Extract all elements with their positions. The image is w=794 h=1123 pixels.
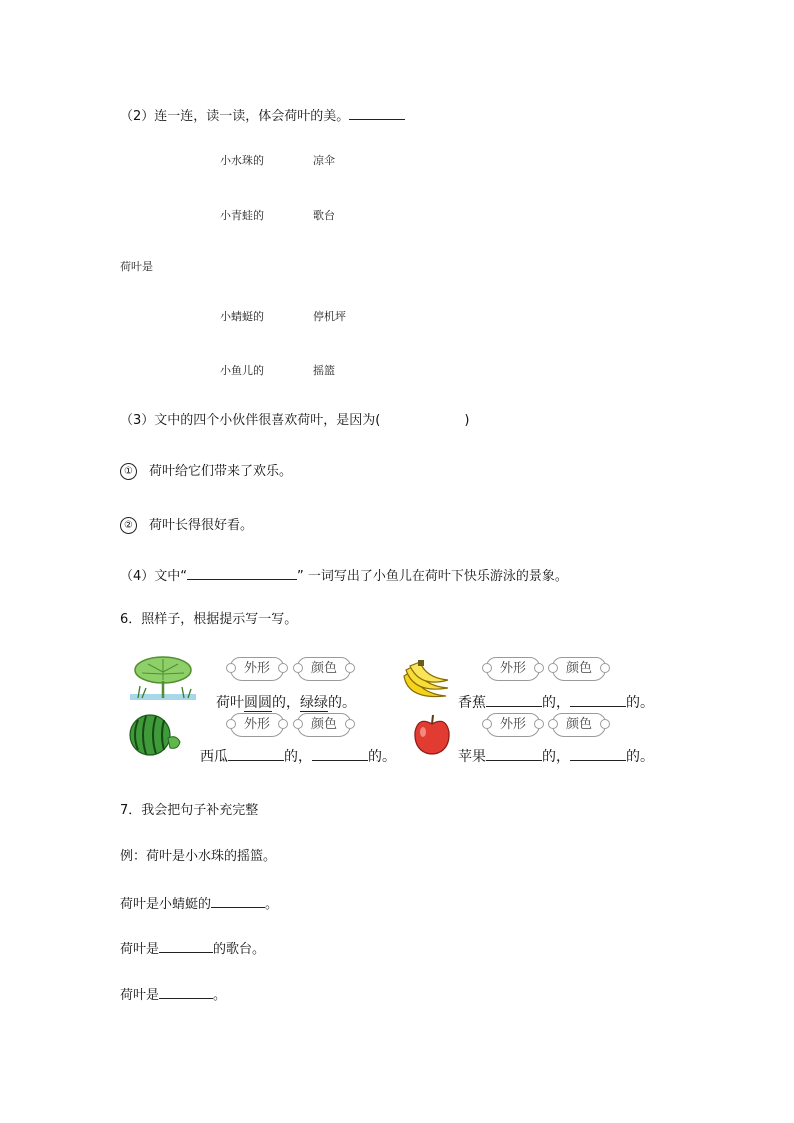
q7-line-3 [120, 986, 226, 1002]
tag-color: 颜色 [297, 713, 351, 737]
option-number: ② [120, 517, 137, 534]
q2-center-label: 荷叶是 [120, 260, 153, 273]
q2-left-item[interactable]: 小蜻蜓的 [220, 310, 264, 323]
shape-blank[interactable] [486, 694, 542, 707]
example-prefix: 荷叶 [216, 695, 244, 711]
color-blank[interactable] [312, 748, 368, 761]
q2-left-item[interactable]: 小水珠的 [220, 154, 264, 167]
de-2: 的。 [368, 749, 396, 765]
q6-apple-line [458, 746, 654, 766]
q6-title: 6．照样子，根据提示写一写。 [120, 612, 298, 627]
fruit-name: 香蕉 [458, 695, 486, 711]
q7-line1-prefix: 荷叶是小蜻蜓的 [120, 897, 212, 912]
de-2: 的。 [626, 695, 654, 711]
fruit-name: 苹果 [458, 749, 486, 765]
q7-line3-suffix: 。 [213, 988, 227, 1003]
color-blank[interactable] [570, 694, 626, 707]
q3-option-2[interactable] [120, 517, 253, 534]
de-1: 的， [284, 749, 312, 765]
q4-line [120, 567, 568, 583]
q4-answer-blank[interactable] [187, 567, 297, 580]
q2-left-item[interactable]: 小鱼儿的 [220, 364, 264, 377]
option-number: ① [120, 463, 137, 480]
q2-left-item[interactable]: 小青蛙的 [220, 209, 264, 222]
q7-line3-blank[interactable] [159, 986, 213, 999]
shape-blank[interactable] [486, 748, 542, 761]
q7-line1-suffix: 。 [265, 897, 279, 912]
apple-icon [412, 712, 452, 756]
example-shape: 圆圆 [244, 695, 272, 711]
q6-watermelon-line [200, 746, 396, 766]
q2-answer-blank[interactable] [349, 107, 405, 120]
tag-shape: 外形 [230, 713, 284, 737]
de-1: 的， [542, 695, 570, 711]
q7-line2-prefix: 荷叶是 [120, 942, 160, 957]
q2-title-text: （2）连一连，读一读，体会荷叶的美。 [120, 109, 350, 124]
lotus-leaf-icon [128, 654, 198, 704]
tag-color: 颜色 [552, 657, 606, 681]
q3-option-1[interactable] [120, 463, 292, 480]
q3-close-paren: ) [464, 413, 470, 428]
q6-example-line [216, 692, 356, 712]
banana-icon [400, 660, 452, 706]
de-1: 的， [542, 749, 570, 765]
tag-shape: 外形 [486, 657, 540, 681]
fruit-name: 西瓜 [200, 749, 228, 765]
q3-title [120, 414, 469, 427]
option-text: 荷叶给它们带来了欢乐。 [149, 464, 293, 479]
tag-color: 颜色 [297, 657, 351, 681]
example-mid: 的， [272, 695, 300, 711]
watermelon-icon [128, 712, 184, 758]
tag-color: 颜色 [552, 713, 606, 737]
example-end: 的。 [328, 695, 356, 711]
q2-right-item[interactable]: 摇篮 [313, 364, 335, 377]
q3-title-text: （3）文中的四个小伙伴很喜欢荷叶，是因为( [120, 413, 381, 428]
q7-line2-blank[interactable] [159, 940, 213, 953]
q2-right-item[interactable]: 停机坪 [313, 310, 346, 323]
de-2: 的。 [626, 749, 654, 765]
example-color: 绿绿 [300, 695, 328, 711]
q2-right-item[interactable]: 歌台 [313, 209, 335, 222]
q4-suffix: ” 一词写出了小鱼儿在荷叶下快乐游泳的景象。 [297, 569, 568, 584]
q4-prefix: （4）文中“ [120, 569, 188, 584]
color-blank[interactable] [570, 748, 626, 761]
shape-blank[interactable] [228, 748, 284, 761]
q7-line1-blank[interactable] [211, 895, 265, 908]
q7-title: 7．我会把句子补充完整 [120, 803, 259, 818]
q7-line-1 [120, 895, 278, 911]
q7-line-2 [120, 940, 265, 956]
q7-line2-suffix: 的歌台。 [213, 942, 266, 957]
q7-example: 例：荷叶是小水珠的摇篮。 [120, 849, 277, 864]
q2-right-item[interactable]: 凉伞 [313, 154, 335, 167]
q2-title [120, 107, 405, 123]
tag-shape: 外形 [230, 657, 284, 681]
q6-banana-line [458, 692, 654, 712]
q7-line3-prefix: 荷叶是 [120, 988, 160, 1003]
option-text: 荷叶长得很好看。 [149, 518, 254, 533]
tag-shape: 外形 [486, 713, 540, 737]
